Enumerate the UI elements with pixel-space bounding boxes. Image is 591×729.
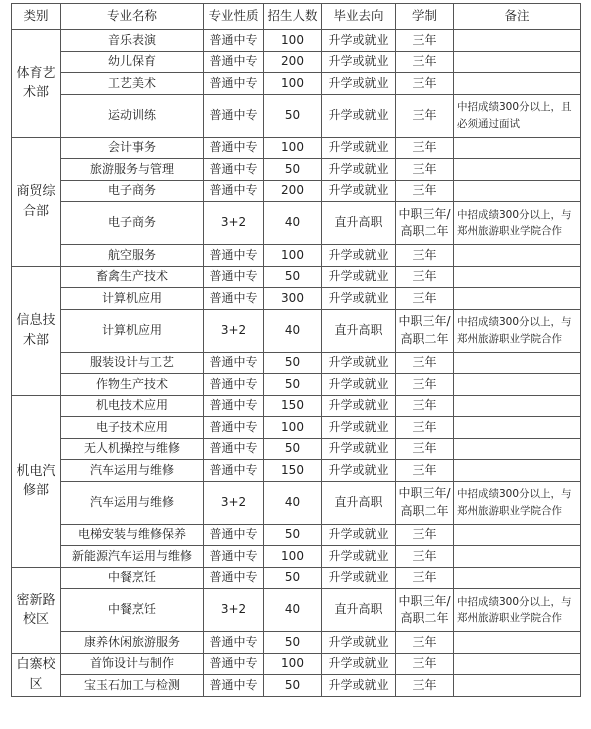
nature-cell: 普通中专 xyxy=(204,159,264,181)
enrollment-cell: 150 xyxy=(264,460,322,482)
table-row xyxy=(12,245,581,267)
destination-cell: 升学或就业 xyxy=(322,159,396,181)
nature-cell: 普通中专 xyxy=(204,352,264,374)
table-row xyxy=(12,395,581,417)
duration-cell: 三年 xyxy=(396,94,454,137)
enrollment-cell: 200 xyxy=(264,51,322,73)
duration-cell: 三年 xyxy=(396,180,454,202)
destination-cell: 升学或就业 xyxy=(322,567,396,589)
enrollment-cell: 50 xyxy=(264,675,322,697)
table-row xyxy=(12,653,581,675)
duration-cell: 三年 xyxy=(396,632,454,654)
program-cell: 汽车运用与维修 xyxy=(61,460,204,482)
table-row xyxy=(12,180,581,202)
program-cell: 机电技术应用 xyxy=(61,395,204,417)
nature-cell: 普通中专 xyxy=(204,94,264,137)
program-cell: 电子技术应用 xyxy=(61,417,204,439)
duration-cell: 三年 xyxy=(396,30,454,52)
header-duration: 学制 xyxy=(396,4,454,30)
nature-cell: 普通中专 xyxy=(204,438,264,460)
enrollment-cell: 100 xyxy=(264,73,322,95)
duration-cell: 中职三年/高职二年 xyxy=(396,589,454,632)
header-category: 类别 xyxy=(12,4,61,30)
table-row xyxy=(12,567,581,589)
nature-cell: 普通中专 xyxy=(204,546,264,568)
note-cell xyxy=(454,352,581,374)
note-cell xyxy=(454,30,581,52)
destination-cell: 升学或就业 xyxy=(322,30,396,52)
nature-cell: 普通中专 xyxy=(204,567,264,589)
enrollment-cell: 50 xyxy=(264,567,322,589)
duration-cell: 三年 xyxy=(396,395,454,417)
destination-cell: 升学或就业 xyxy=(322,675,396,697)
table-body xyxy=(12,30,581,697)
table-row xyxy=(12,309,581,352)
duration-cell: 三年 xyxy=(396,288,454,310)
nature-cell: 3+2 xyxy=(204,309,264,352)
table-row xyxy=(12,73,581,95)
note-cell xyxy=(454,417,581,439)
note-cell xyxy=(454,438,581,460)
table-row xyxy=(12,137,581,159)
enrollment-cell: 200 xyxy=(264,180,322,202)
duration-cell: 三年 xyxy=(396,653,454,675)
duration-cell: 三年 xyxy=(396,137,454,159)
note-cell xyxy=(454,73,581,95)
enrollment-table-container xyxy=(11,3,581,697)
destination-cell: 升学或就业 xyxy=(322,352,396,374)
destination-cell: 升学或就业 xyxy=(322,438,396,460)
destination-cell: 直升高职 xyxy=(322,202,396,245)
enrollment-cell: 150 xyxy=(264,395,322,417)
destination-cell: 升学或就业 xyxy=(322,524,396,546)
destination-cell: 升学或就业 xyxy=(322,94,396,137)
duration-cell: 三年 xyxy=(396,460,454,482)
category-cell: 密新路校区 xyxy=(12,567,61,653)
program-cell: 计算机应用 xyxy=(61,309,204,352)
header-nature: 专业性质 xyxy=(204,4,264,30)
table-row xyxy=(12,51,581,73)
category-cell: 商贸综合部 xyxy=(12,137,61,266)
enrollment-table xyxy=(11,3,581,697)
note-cell: 中招成绩300分以上，与郑州旅游职业学院合作 xyxy=(454,202,581,245)
header-row xyxy=(12,4,581,30)
table-row xyxy=(12,374,581,396)
nature-cell: 普通中专 xyxy=(204,137,264,159)
nature-cell: 普通中专 xyxy=(204,288,264,310)
table-row xyxy=(12,159,581,181)
nature-cell: 3+2 xyxy=(204,481,264,524)
destination-cell: 直升高职 xyxy=(322,309,396,352)
enrollment-cell: 100 xyxy=(264,546,322,568)
nature-cell: 普通中专 xyxy=(204,460,264,482)
table-row xyxy=(12,675,581,697)
note-cell xyxy=(454,245,581,267)
header-note: 备注 xyxy=(454,4,581,30)
program-cell: 音乐表演 xyxy=(61,30,204,52)
nature-cell: 普通中专 xyxy=(204,180,264,202)
enrollment-cell: 300 xyxy=(264,288,322,310)
duration-cell: 三年 xyxy=(396,73,454,95)
destination-cell: 升学或就业 xyxy=(322,417,396,439)
destination-cell: 升学或就业 xyxy=(322,137,396,159)
enrollment-cell: 100 xyxy=(264,245,322,267)
header-destination: 毕业去向 xyxy=(322,4,396,30)
enrollment-cell: 50 xyxy=(264,352,322,374)
destination-cell: 直升高职 xyxy=(322,589,396,632)
destination-cell: 升学或就业 xyxy=(322,460,396,482)
duration-cell: 三年 xyxy=(396,417,454,439)
nature-cell: 普通中专 xyxy=(204,51,264,73)
table-row xyxy=(12,460,581,482)
table-row xyxy=(12,202,581,245)
destination-cell: 升学或就业 xyxy=(322,266,396,288)
program-cell: 服装设计与工艺 xyxy=(61,352,204,374)
nature-cell: 普通中专 xyxy=(204,245,264,267)
note-cell xyxy=(454,137,581,159)
note-cell xyxy=(454,567,581,589)
note-cell xyxy=(454,632,581,654)
destination-cell: 升学或就业 xyxy=(322,546,396,568)
destination-cell: 升学或就业 xyxy=(322,51,396,73)
destination-cell: 升学或就业 xyxy=(322,395,396,417)
note-cell xyxy=(454,374,581,396)
nature-cell: 普通中专 xyxy=(204,266,264,288)
program-cell: 旅游服务与管理 xyxy=(61,159,204,181)
duration-cell: 三年 xyxy=(396,245,454,267)
note-cell xyxy=(454,653,581,675)
nature-cell: 3+2 xyxy=(204,202,264,245)
enrollment-cell: 40 xyxy=(264,309,322,352)
header-enrollment: 招生人数 xyxy=(264,4,322,30)
nature-cell: 普通中专 xyxy=(204,395,264,417)
category-cell: 白寨校区 xyxy=(12,653,61,696)
table-row xyxy=(12,438,581,460)
program-cell: 无人机操控与维修 xyxy=(61,438,204,460)
duration-cell: 三年 xyxy=(396,438,454,460)
nature-cell: 普通中专 xyxy=(204,374,264,396)
duration-cell: 中职三年/高职二年 xyxy=(396,481,454,524)
duration-cell: 中职三年/高职二年 xyxy=(396,309,454,352)
program-cell: 幼儿保育 xyxy=(61,51,204,73)
enrollment-cell: 50 xyxy=(264,159,322,181)
note-cell xyxy=(454,546,581,568)
program-cell: 工艺美术 xyxy=(61,73,204,95)
note-cell: 中招成绩300分以上，与郑州旅游职业学院合作 xyxy=(454,309,581,352)
destination-cell: 升学或就业 xyxy=(322,288,396,310)
table-row xyxy=(12,288,581,310)
table-row xyxy=(12,632,581,654)
note-cell xyxy=(454,524,581,546)
destination-cell: 升学或就业 xyxy=(322,180,396,202)
nature-cell: 普通中专 xyxy=(204,653,264,675)
table-row xyxy=(12,352,581,374)
duration-cell: 三年 xyxy=(396,352,454,374)
enrollment-cell: 50 xyxy=(264,94,322,137)
enrollment-cell: 40 xyxy=(264,202,322,245)
header-program: 专业名称 xyxy=(61,4,204,30)
program-cell: 航空服务 xyxy=(61,245,204,267)
duration-cell: 三年 xyxy=(396,567,454,589)
note-cell xyxy=(454,159,581,181)
note-cell xyxy=(454,180,581,202)
program-cell: 中餐烹饪 xyxy=(61,589,204,632)
duration-cell: 三年 xyxy=(396,266,454,288)
nature-cell: 普通中专 xyxy=(204,675,264,697)
duration-cell: 三年 xyxy=(396,524,454,546)
destination-cell: 升学或就业 xyxy=(322,245,396,267)
program-cell: 中餐烹饪 xyxy=(61,567,204,589)
program-cell: 畜禽生产技术 xyxy=(61,266,204,288)
enrollment-cell: 50 xyxy=(264,266,322,288)
enrollment-cell: 100 xyxy=(264,137,322,159)
program-cell: 电梯安装与维修保养 xyxy=(61,524,204,546)
program-cell: 计算机应用 xyxy=(61,288,204,310)
enrollment-cell: 100 xyxy=(264,417,322,439)
note-cell xyxy=(454,288,581,310)
duration-cell: 三年 xyxy=(396,159,454,181)
duration-cell: 中职三年/高职二年 xyxy=(396,202,454,245)
destination-cell: 升学或就业 xyxy=(322,73,396,95)
program-cell: 电子商务 xyxy=(61,180,204,202)
table-row xyxy=(12,524,581,546)
category-cell: 机电汽修部 xyxy=(12,395,61,567)
table-row xyxy=(12,589,581,632)
table-row xyxy=(12,30,581,52)
nature-cell: 普通中专 xyxy=(204,30,264,52)
destination-cell: 升学或就业 xyxy=(322,374,396,396)
note-cell xyxy=(454,51,581,73)
enrollment-cell: 40 xyxy=(264,481,322,524)
note-cell: 中招成绩300分以上，且必须通过面试 xyxy=(454,94,581,137)
program-cell: 康养休闲旅游服务 xyxy=(61,632,204,654)
program-cell: 汽车运用与维修 xyxy=(61,481,204,524)
table-row xyxy=(12,481,581,524)
destination-cell: 升学或就业 xyxy=(322,653,396,675)
program-cell: 电子商务 xyxy=(61,202,204,245)
nature-cell: 普通中专 xyxy=(204,417,264,439)
note-cell xyxy=(454,395,581,417)
category-cell: 体育艺术部 xyxy=(12,30,61,138)
program-cell: 首饰设计与制作 xyxy=(61,653,204,675)
destination-cell: 升学或就业 xyxy=(322,632,396,654)
table-row xyxy=(12,94,581,137)
enrollment-cell: 100 xyxy=(264,653,322,675)
note-cell xyxy=(454,460,581,482)
nature-cell: 3+2 xyxy=(204,589,264,632)
enrollment-cell: 50 xyxy=(264,374,322,396)
enrollment-cell: 100 xyxy=(264,30,322,52)
duration-cell: 三年 xyxy=(396,51,454,73)
table-row xyxy=(12,546,581,568)
program-cell: 会计事务 xyxy=(61,137,204,159)
nature-cell: 普通中专 xyxy=(204,524,264,546)
note-cell xyxy=(454,266,581,288)
nature-cell: 普通中专 xyxy=(204,632,264,654)
destination-cell: 直升高职 xyxy=(322,481,396,524)
program-cell: 新能源汽车运用与维修 xyxy=(61,546,204,568)
enrollment-cell: 50 xyxy=(264,632,322,654)
duration-cell: 三年 xyxy=(396,374,454,396)
note-cell: 中招成绩300分以上，与郑州旅游职业学院合作 xyxy=(454,481,581,524)
enrollment-cell: 40 xyxy=(264,589,322,632)
program-cell: 作物生产技术 xyxy=(61,374,204,396)
category-cell: 信息技术部 xyxy=(12,266,61,395)
table-row xyxy=(12,266,581,288)
enrollment-cell: 50 xyxy=(264,438,322,460)
duration-cell: 三年 xyxy=(396,546,454,568)
table-row xyxy=(12,417,581,439)
enrollment-cell: 50 xyxy=(264,524,322,546)
program-cell: 运动训练 xyxy=(61,94,204,137)
nature-cell: 普通中专 xyxy=(204,73,264,95)
duration-cell: 三年 xyxy=(396,675,454,697)
note-cell: 中招成绩300分以上，与郑州旅游职业学院合作 xyxy=(454,589,581,632)
note-cell xyxy=(454,675,581,697)
program-cell: 宝玉石加工与检测 xyxy=(61,675,204,697)
